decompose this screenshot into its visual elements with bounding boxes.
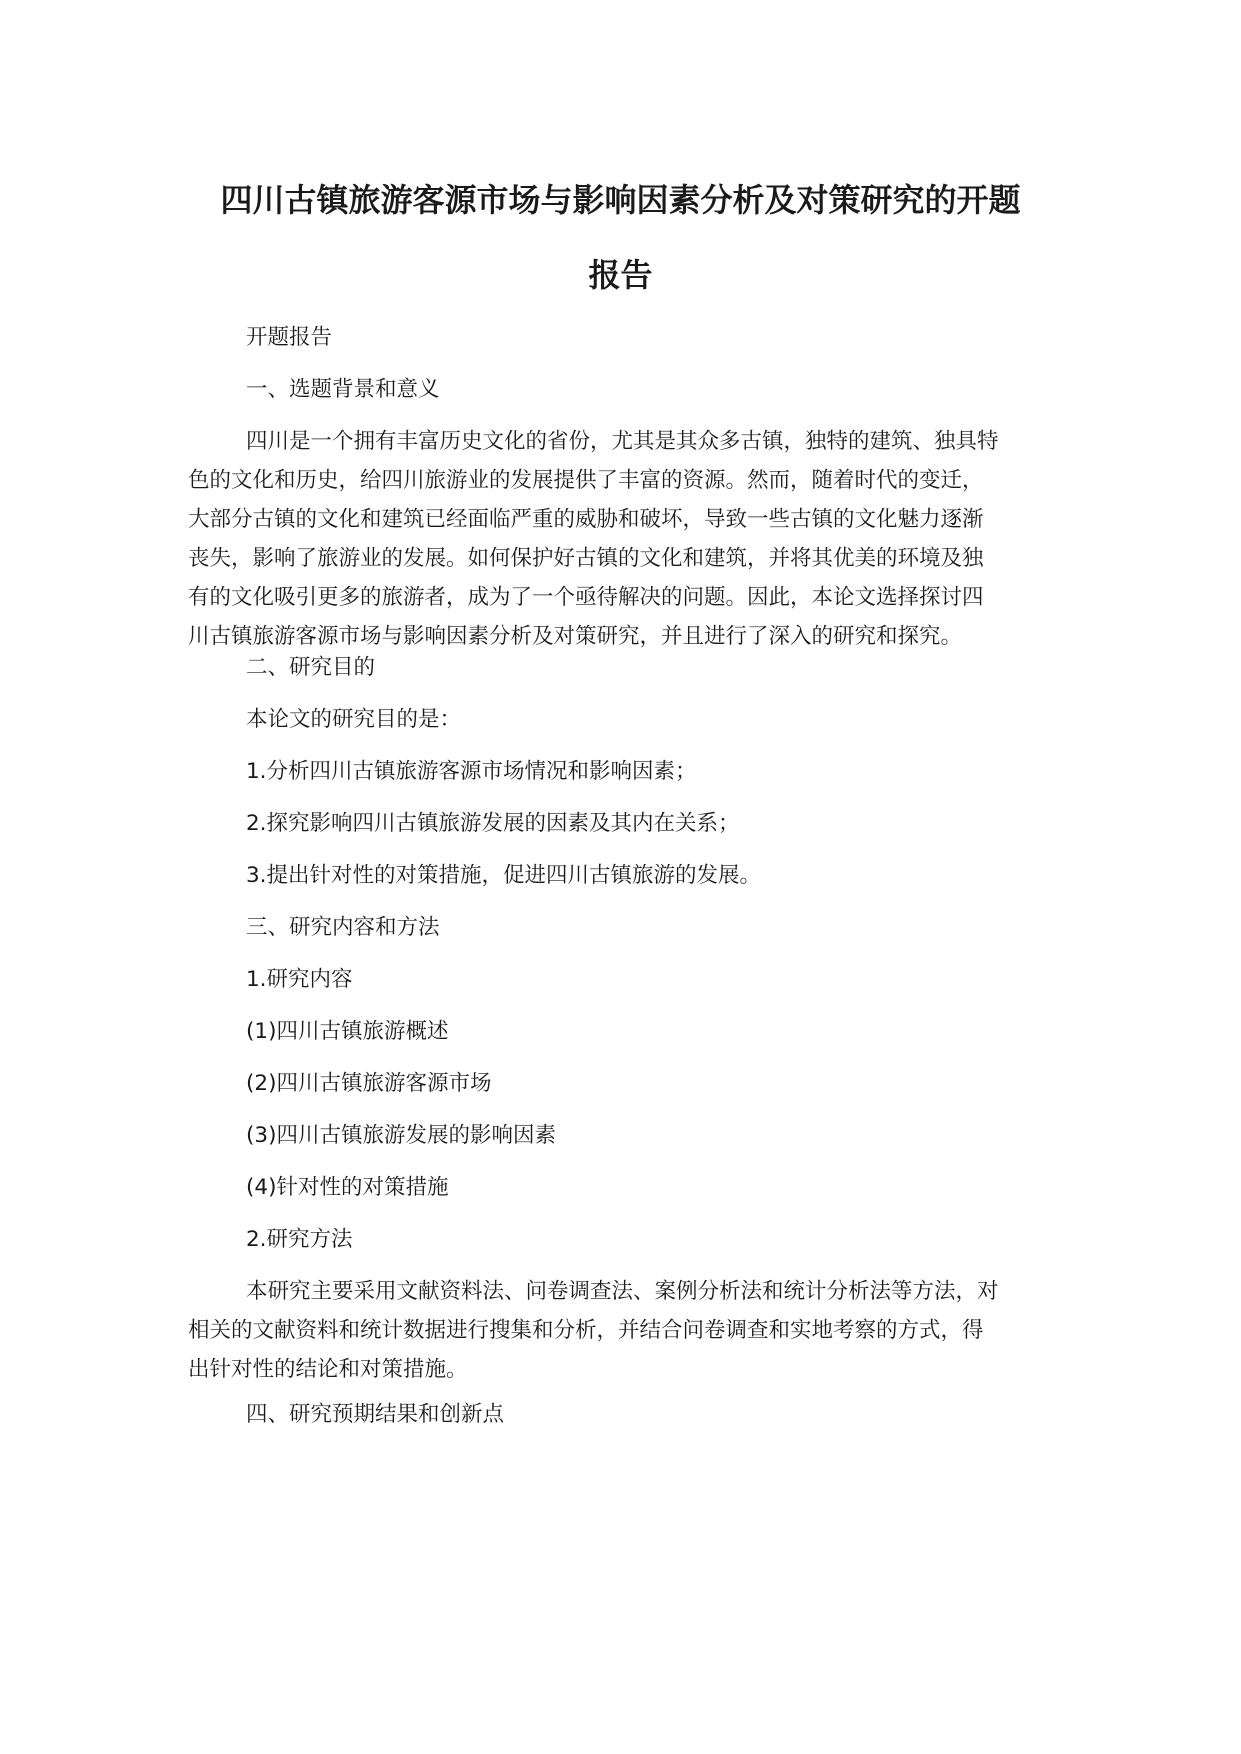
section-2-heading: 二、研究目的	[246, 655, 376, 680]
content-item-1: (1)四川古镇旅游概述	[246, 1019, 449, 1044]
section-1-heading: 一、选题背景和意义	[246, 377, 440, 402]
paragraph-line: 有的文化吸引更多的旅游者，成为了一个亟待解决的问题。因此，本论文选择探讨四	[188, 585, 984, 610]
research-content-subheading: 1.研究内容	[246, 967, 353, 992]
section-2-intro: 本论文的研究目的是：	[246, 707, 462, 732]
report-heading: 开题报告	[246, 325, 333, 350]
content-item-2: (2)四川古镇旅游客源市场	[246, 1071, 492, 1096]
section-4-heading: 四、研究预期结果和创新点	[246, 1402, 505, 1427]
document-title-line-1: 四川古镇旅游客源市场与影响因素分析及对策研究的开题	[220, 181, 1021, 219]
paragraph-line: 本研究主要采用文献资料法、问卷调查法、案例分析法和统计分析法等方法，对	[246, 1279, 999, 1304]
paragraph-line: 川古镇旅游客源市场与影响因素分析及对策研究，并且进行了深入的研究和探究。	[188, 624, 963, 649]
document-title-line-2: 报告	[588, 256, 653, 294]
research-method-subheading: 2.研究方法	[246, 1227, 353, 1252]
content-item-3: (3)四川古镇旅游发展的影响因素	[246, 1123, 556, 1148]
objective-item-2: 2.探究影响四川古镇旅游发展的因素及其内在关系；	[246, 811, 740, 836]
paragraph-line: 丧失，影响了旅游业的发展。如何保护好古镇的文化和建筑，并将其优美的环境及独	[188, 546, 984, 571]
content-item-4: (4)针对性的对策措施	[246, 1175, 449, 1200]
objective-item-3: 3.提出针对性的对策措施，促进四川古镇旅游的发展。	[246, 863, 762, 888]
research-method-paragraph	[188, 1272, 1054, 1389]
objective-item-1: 1.分析四川古镇旅游客源市场情况和影响因素；	[246, 759, 697, 784]
section-1-paragraph	[188, 422, 1054, 656]
paragraph-line: 出针对性的结论和对策措施。	[188, 1357, 468, 1382]
paragraph-line: 相关的文献资料和统计数据进行搜集和分析，并结合问卷调查和实地考察的方式，得	[188, 1318, 984, 1343]
paragraph-line: 大部分古镇的文化和建筑已经面临严重的威胁和破坏，导致一些古镇的文化魅力逐渐	[188, 507, 984, 532]
paragraph-line: 四川是一个拥有丰富历史文化的省份，尤其是其众多古镇，独特的建筑、独具特	[246, 429, 999, 454]
paragraph-line: 色的文化和历史，给四川旅游业的发展提供了丰富的资源。然而，随着时代的变迁，	[188, 468, 984, 493]
section-3-heading: 三、研究内容和方法	[246, 915, 440, 940]
